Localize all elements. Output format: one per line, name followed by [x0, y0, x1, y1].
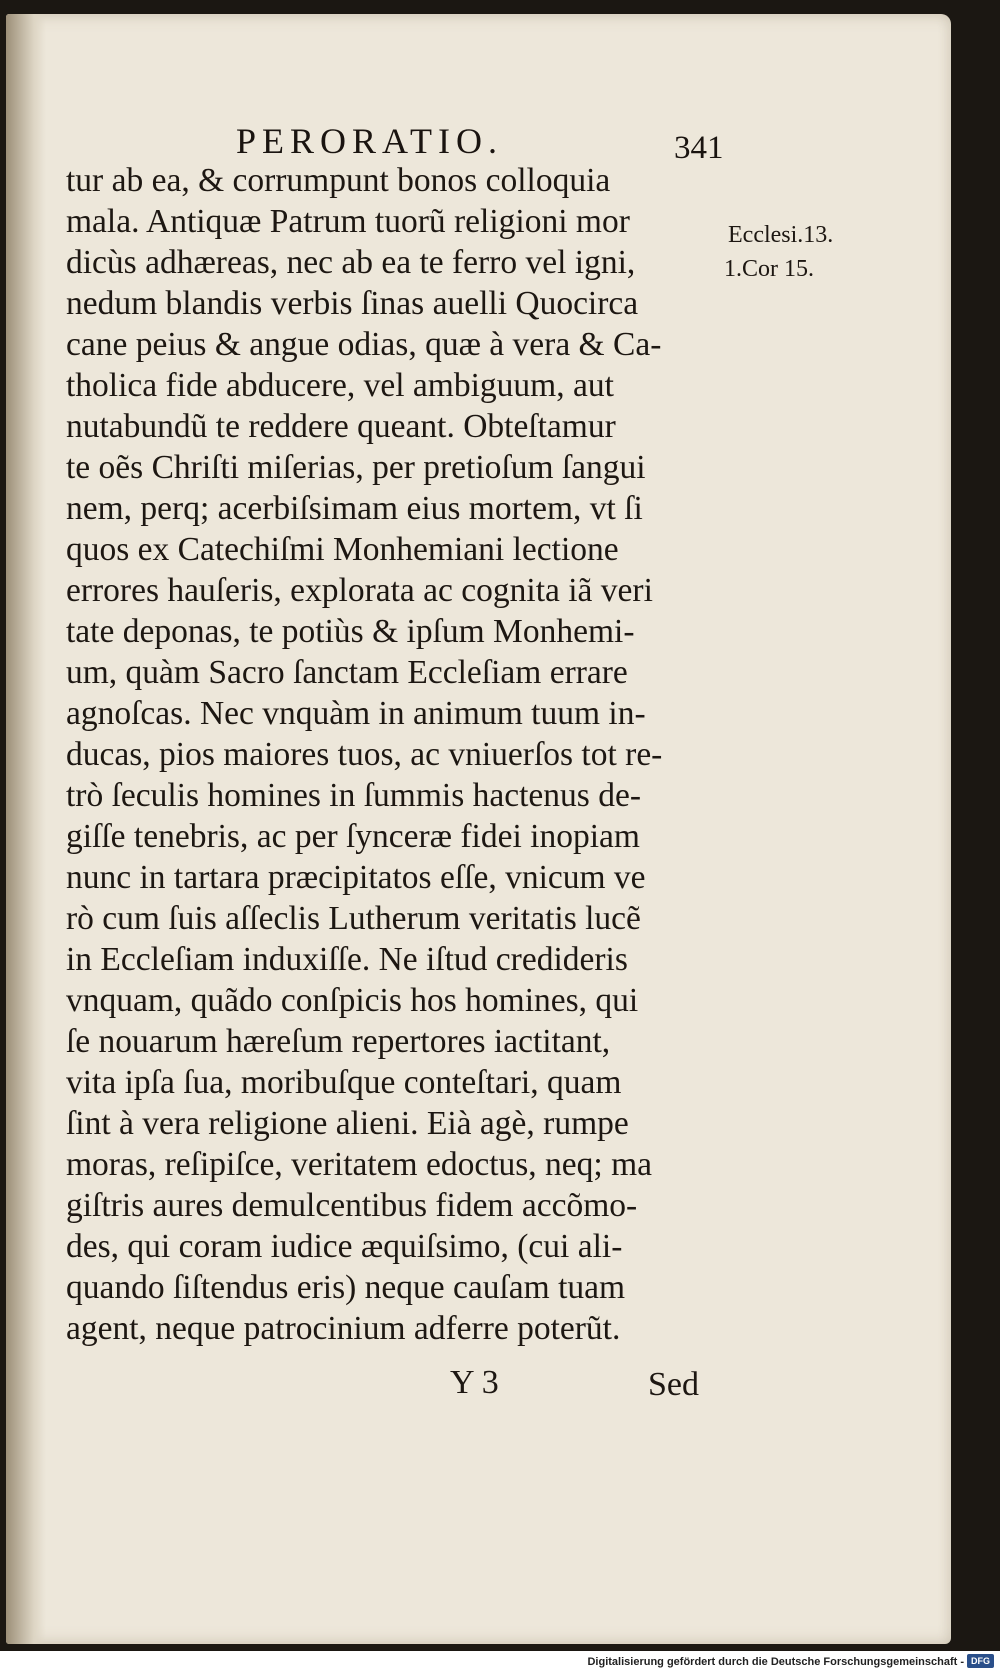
text-line: nem, perq; acerbiſsimam eius mortem, vt ſi [66, 490, 643, 527]
text-line: vnquam, quãdo conſpicis hos homines, qui [66, 982, 639, 1019]
digitization-credit-bar [0, 1651, 1000, 1671]
text-line: giſſe tenebris, ac per ſynceræ fidei inopiam [66, 818, 640, 855]
marginal-note-corinthians: 1.Cor 15. [724, 256, 814, 282]
text-line: agent, neque patrocinium adferre poterũt. [66, 1310, 621, 1347]
text-line: in Eccleſiam induxiſſe. Ne iſtud credideris [66, 941, 628, 978]
text-line: ſe nouarum hæreſum repertores iactitant, [66, 1023, 611, 1060]
text-line: ducas, pios maiores tuos, ac vniuerſos tot re- [66, 736, 663, 773]
text-line: tur ab ea, & corrumpunt bonos colloquia [66, 162, 611, 199]
text-line: vita ipſa ſua, moribuſque conteſtari, quam [66, 1064, 622, 1101]
text-line: rò cum ſuis aſſeclis Lutherum veritatis lucẽ [66, 900, 641, 937]
text-line: giſtris aures demulcentibus fidem accõmo- [66, 1187, 638, 1224]
running-head: PERORATIO. [236, 121, 504, 161]
text-line: um, quàm Sacro ſanctam Eccleſiam errare [66, 654, 628, 691]
text-line: des, qui coram iudice æquiſsimo, (cui ali- [66, 1228, 623, 1265]
body-text [66, 160, 716, 1349]
marginal-note-ecclesiasticus: Ecclesi.13. [728, 222, 834, 248]
text-line: errores hauſeris, explorata ac cognita iã veri [66, 572, 653, 609]
text-line: nedum blandis verbis ſinas auelli Quocirca [66, 285, 639, 322]
paper-page [6, 14, 951, 1644]
text-line: moras, reſipiſce, veritatem edoctus, neq; ma [66, 1146, 653, 1183]
text-line: te oẽs Chriſti miſerias, per pretioſum ſangui [66, 449, 646, 486]
signature-mark: Y 3 [450, 1364, 499, 1401]
page-number: 341 [674, 130, 724, 166]
text-line: agnoſcas. Nec vnquàm in animum tuum in- [66, 695, 646, 732]
text-line: quos ex Catechiſmi Monhemiani lectione [66, 531, 619, 568]
text-line: ſint à vera religione alieni. Eià agè, rumpe [66, 1105, 629, 1142]
text-line: nunc in tartara præcipitatos eſſe, vnicum ve [66, 859, 646, 896]
text-line: dicùs adhæreas, nec ab ea te ferro vel igni, [66, 244, 636, 281]
text-line: nutabundũ te reddere queant. Obteſtamur [66, 408, 616, 445]
binding-gutter [6, 14, 46, 1644]
text-line: cane peius & angue odias, quæ à vera & Ca- [66, 326, 662, 363]
text-line: tate deponas, te potiùs & ipſum Monhemi- [66, 613, 635, 650]
text-line: mala. Antiquæ Patrum tuorũ religioni mor [66, 203, 630, 240]
text-line: tholica fide abducere, vel ambiguum, aut [66, 367, 614, 404]
catchword: Sed [648, 1366, 699, 1403]
text-line: quando ſiſtendus eris) neque cauſam tuam [66, 1269, 626, 1306]
funding-credit-text: Digitalisierung gefördert durch die Deutsche Forschungsgemeinschaft - [587, 1656, 964, 1668]
dfg-logo: DFG [967, 1654, 994, 1668]
text-line: trò ſeculis homines in ſummis hactenus de- [66, 777, 641, 814]
